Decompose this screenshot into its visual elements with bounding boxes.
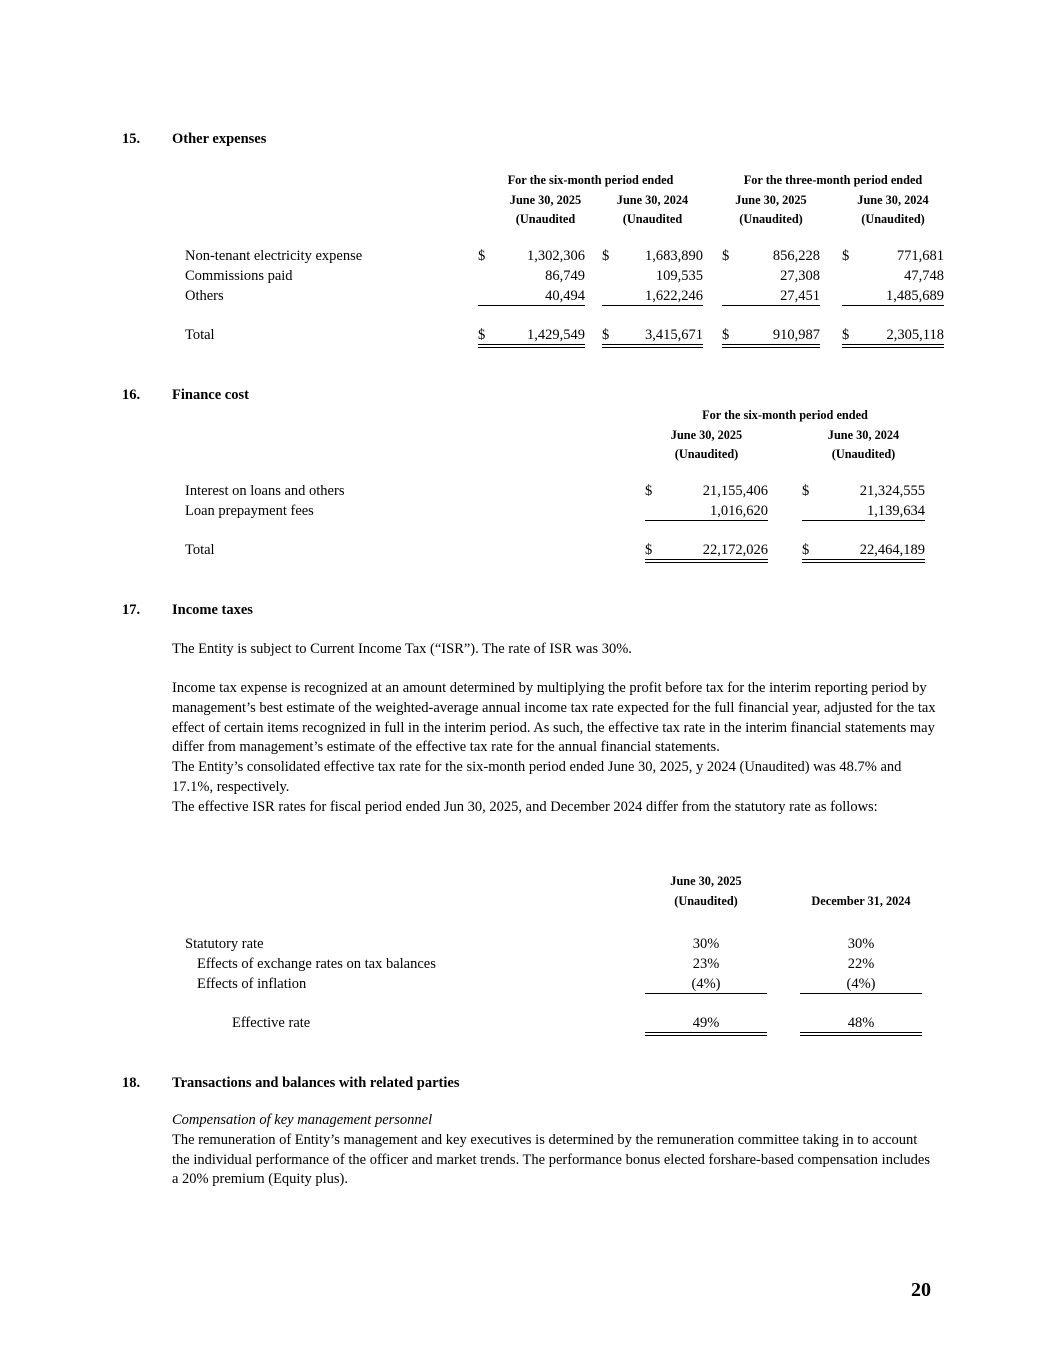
column-subheader: (Unaudited) [831,447,896,461]
paragraph: The effective ISR rates for fiscal period ended Jun 30, 2025, and December 2024 differ from the statutory rate as follows: [172,798,878,815]
column-header: June 30, 2025 [509,193,582,207]
section-number: 15. [122,131,141,147]
amount-cell: $ 21,155,406 [645,483,768,499]
row-label: Effects of exchange rates on tax balances [197,956,436,972]
spacer-cell [185,190,478,210]
row-label: Interest on loans and others [185,483,345,499]
row-label: Loan prepayment fees [185,503,314,519]
total-row [0,1013,1055,1033]
subheading: Compensation of key management personnel [172,1112,433,1128]
section-16-heading [122,385,249,405]
row-label: Statutory rate [185,936,264,952]
section-number: 16. [122,387,141,403]
table-row [0,934,1055,954]
group-header-row [0,405,1055,425]
column-subheader: (Unaudited [515,212,576,226]
amount-cell: 1,485,689 [842,286,944,306]
date-header-row [0,425,1055,445]
spacer [0,306,1055,325]
amount-cell: $ 771,681 [842,248,944,264]
column-header: June 30, 2024 [827,428,900,442]
total-cell: $ 22,464,189 [802,542,925,558]
amount-cell: 27,451 [722,286,820,306]
spacer [0,228,1055,246]
amount-cell: 1,622,246 [602,286,703,306]
row-label: Effects of inflation [197,976,307,992]
second-header-row [0,891,1055,911]
row-label: Commissions paid [185,268,293,284]
amount-cell: $ 1,683,890 [602,248,703,264]
total-cell: $ 910,987 [722,327,820,343]
column-header: June 30, 2025 [670,428,743,442]
spacer [0,521,1055,540]
table-row [0,954,1055,974]
total-cell: $ 22,172,026 [645,542,768,558]
section-title: Finance cost [172,387,249,403]
total-cell: 48% [800,1013,922,1033]
amount-cell: 109,535 [655,268,703,284]
table-row [0,286,1055,306]
column-subheader: (Unaudited) [674,894,738,908]
rate-cell: 23% [692,956,720,972]
section-title: Other expenses [172,131,267,147]
section-title: Transactions and balances with related parties [172,1075,460,1091]
total-row [0,325,1055,345]
column-subheader: (Unaudited) [861,212,925,226]
spacer [0,911,1055,934]
unaudited-header-row [0,445,1055,463]
amount-cell: $ 1,302,306 [478,248,585,264]
spacer [0,994,1055,1013]
column-header: December 31, 2024 [811,894,911,908]
column-header: June 30, 2024 [616,193,689,207]
group-header-row [0,170,1055,190]
amount-cell: $ 21,324,555 [802,483,925,499]
date-header-row [0,190,1055,210]
rate-cell: 30% [847,936,875,952]
amount-cell: 47,748 [904,268,944,284]
column-header: June 30, 2025 [670,874,742,888]
section-number: 17. [122,602,141,618]
spacer-cell [185,210,478,228]
date-header-row [0,871,1055,891]
finance-cost-table [0,405,1055,560]
row-label: Total [185,327,215,343]
table-row [0,501,1055,521]
paragraph: The remuneration of Entity’s management and key executives is determined by the remuneration committee taking in to account the individual performance of the officer and market trends. The performance bonus elected forshare-based compensation includes a 20% premium (Equity plus). [172,1131,931,1188]
total-row [0,540,1055,560]
table-row [0,481,1055,501]
column-subheader: (Unaudited) [674,447,739,461]
amount-cell: 1,016,620 [645,501,768,521]
amount-cell: 27,308 [780,268,820,284]
page-number: 20 [911,1279,931,1301]
other-expenses-table [0,170,1055,345]
column-header: June 30, 2025 [735,193,807,207]
section-title: Income taxes [172,602,253,618]
column-header: June 30, 2024 [857,193,929,207]
three-month-group-header: For the three-month period ended [743,173,923,187]
total-cell: 49% [645,1013,767,1033]
spacer-cell [185,891,645,911]
row-label: Total [185,542,215,558]
column-subheader: (Unaudited) [739,212,803,226]
section-15-heading [122,129,266,149]
six-month-group-header: For the six-month period ended [507,173,674,187]
related-parties-block [172,1111,938,1190]
row-label: Non-tenant electricity expense [185,248,363,264]
rate-cell: (4%) [645,974,767,994]
rate-cell: 30% [692,936,720,952]
paragraph: The Entity’s consolidated effective tax rate for the six-month period ended June 30, 2025, y 2024 (Unaudited) was 48.7% and 17.1%, respectively. [172,759,902,795]
section-18-heading [122,1073,459,1093]
income-tax-paragraphs [172,679,938,818]
table-row [0,246,1055,266]
paragraph: Income tax expense is recognized at an amount determined by multiplying the profit before tax for the interim reporting period by management’s best estimate of the weighted-average annual income tax rate expected for the full financial year, adjusted for the tax effect of certain items recognized in full in the interim period. As such, the effective tax rate in the interim financial statements may differ from management’s estimate of the effective tax rate for the annual financial statements. [172,680,936,756]
income-tax-intro-paragraph: The Entity is subject to Current Income Tax (“ISR”). The rate of ISR was 30%. [172,641,632,657]
unaudited-header-row [0,210,1055,228]
amount-cell: $ 856,228 [722,248,820,264]
table-row [0,266,1055,286]
total-cell: $ 3,415,671 [602,327,703,343]
amount-cell: 1,139,634 [802,501,925,521]
rate-cell: 22% [847,956,875,972]
total-cell: $ 1,429,549 [478,327,585,343]
row-label: Others [185,288,224,304]
six-month-group-header: For the six-month period ended [702,408,868,422]
section-17-heading [122,600,253,620]
column-subheader: (Unaudited [622,212,683,226]
amount-cell: 40,494 [478,286,585,306]
spacer-cell [185,445,645,463]
table-row [0,974,1055,994]
spacer-cell [185,871,645,891]
spacer-cell [185,425,645,445]
row-label: Effective rate [232,1015,311,1031]
effective-rate-table [0,871,1055,1033]
rate-cell: (4%) [800,974,922,994]
section-number: 18. [122,1075,141,1091]
amount-cell: 86,749 [545,268,585,284]
spacer [0,463,1055,481]
total-cell: $ 2,305,118 [842,327,944,343]
